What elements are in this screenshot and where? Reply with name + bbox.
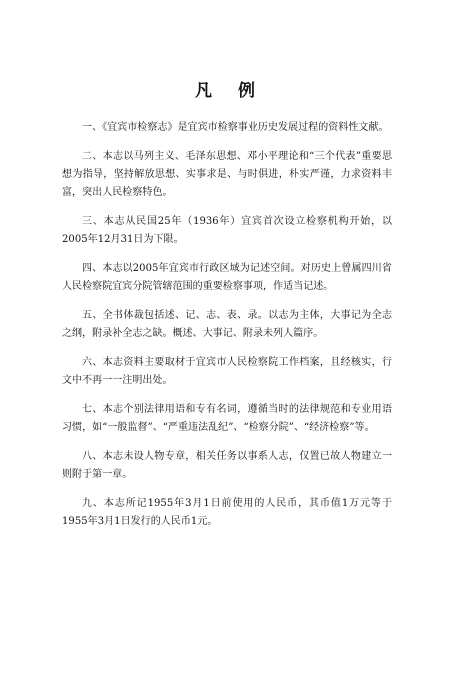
- guidelines-body: [62, 119, 392, 542]
- guideline-item-1: 一、《宜宾市检察志》是宜宾市检察事业历史发展过程的资料性文献。: [82, 122, 389, 133]
- guideline-item-5: 五、全书体裁包括述、记、志、表、录。以志为主体，大事记为全志之纲，附录补全志之缺。概述、大事记、附录未列人篇序。: [62, 310, 392, 339]
- guideline-item-4: 四、本志以2005年宜宾市行政区域为记述空间。对历史上曾属四川省人民检察院宜宾分院管辖范围的重要检察事项，作适当记述。: [62, 263, 392, 292]
- guideline-item-8: 八、本志未设人物专章，相关任务以事系人志，仅置已故人物建立一则附于第一章。: [62, 451, 392, 480]
- guideline-item-9: 九、本志所记1955年3月1日前使用的人民币，其币值1万元等于1955年3月1日发行的人民币1元。: [62, 498, 392, 527]
- guideline-item-7: 七、本志个别法律用语和专有名词，遵循当时的法律规范和专业用语习惯，如“一般监督”、“严重违法乱纪”、“检察分院”、“经济检察”等。: [62, 404, 392, 433]
- page-title: 凡 例: [195, 81, 265, 101]
- guideline-item-3: 三、本志从民国25年（1936年）宜宾首次设立检察机构开始，以2005年12月31日为下限。: [62, 216, 392, 245]
- guideline-item-2: 二、本志以马列主义、毛泽东思想、邓小平理论和“三个代表”重要思想为指导，坚持解放思想、实事求是、与时俱进，朴实严谨，力求资料丰富，突出人民检察特色。: [62, 151, 392, 198]
- guideline-item-6: 六、本志资料主要取材于宜宾市人民检察院工作档案，且经核实，行文中不再一一注明出处。: [62, 357, 392, 386]
